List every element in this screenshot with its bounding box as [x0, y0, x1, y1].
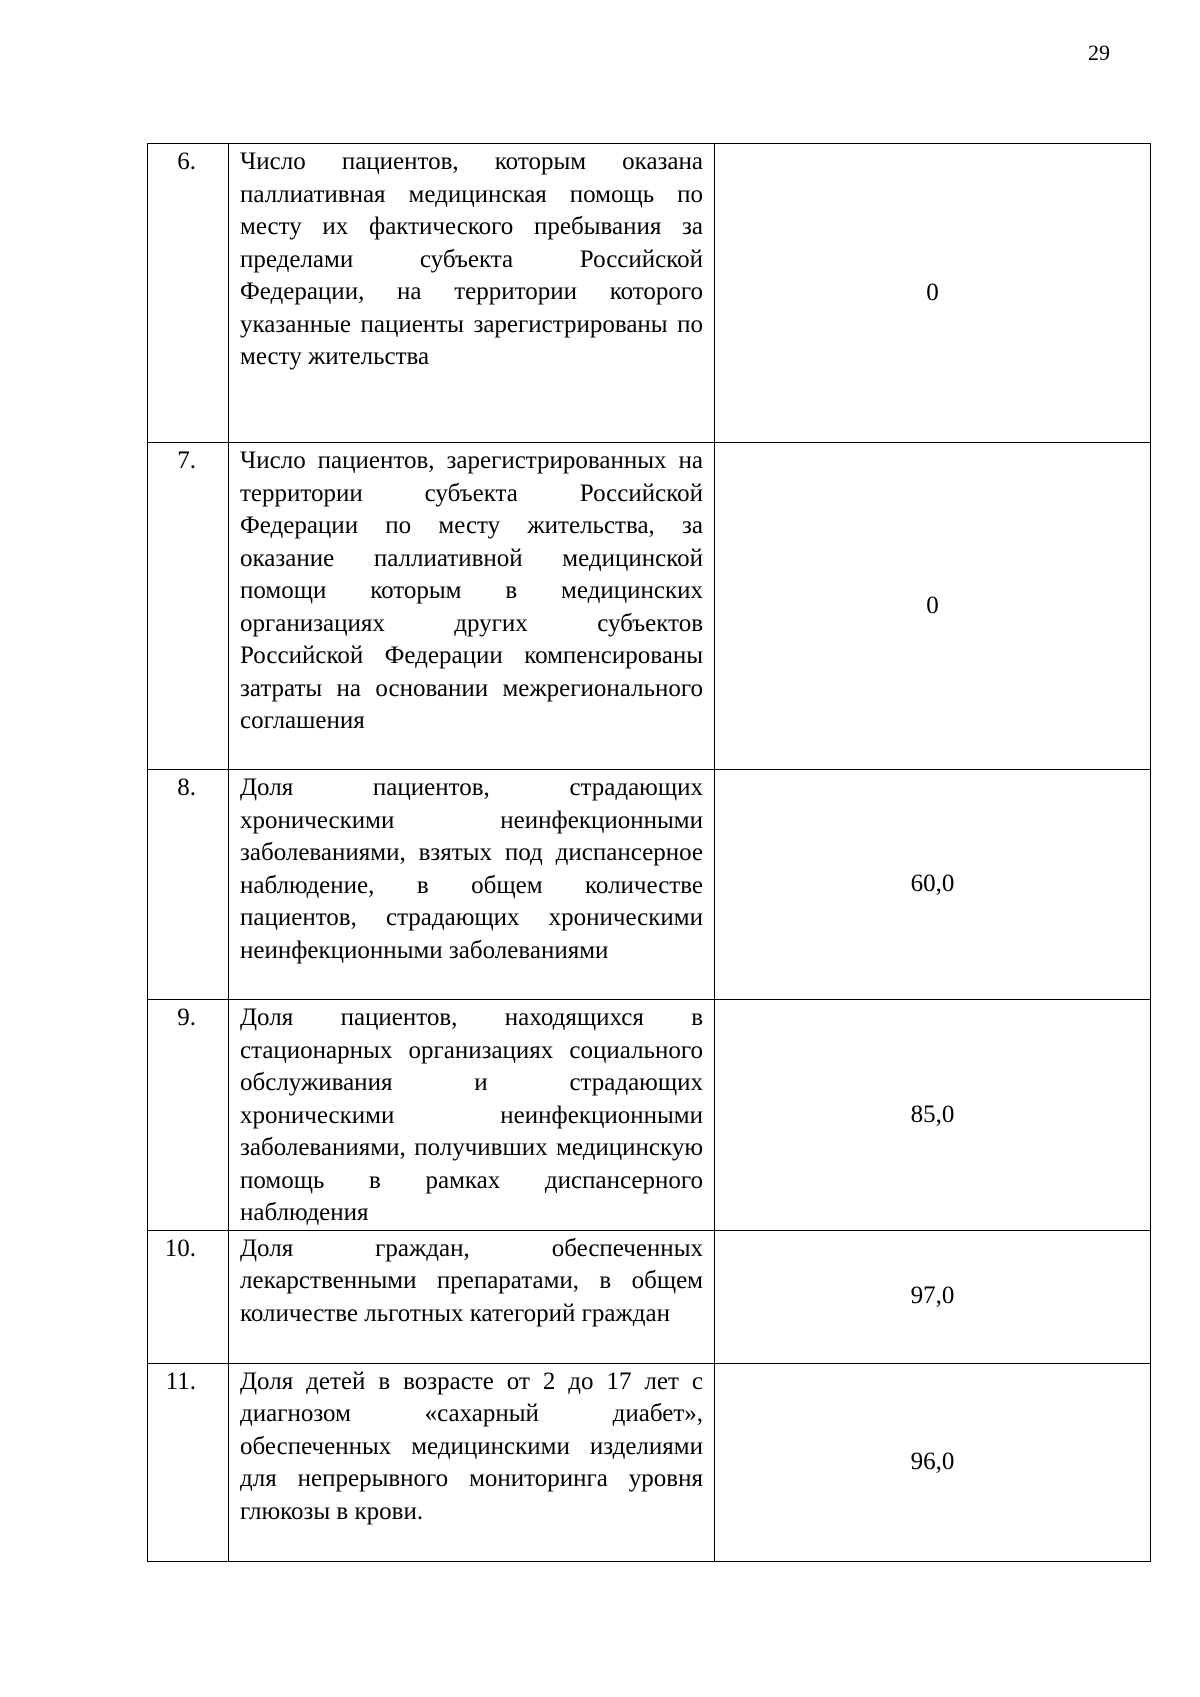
table-row	[148, 1230, 1151, 1363]
indicator-value: 96,0	[715, 1363, 1151, 1561]
indicators-table	[147, 143, 1151, 1562]
table-row	[148, 1363, 1151, 1561]
indicator-description: Доля пациентов, находящихся в стационарных организациях социального обслуживания и страдающих хроническими неинфекционными заболеваниями, получивших медицинскую помощь в рамках диспансерного наблюдения	[229, 1000, 715, 1231]
table-row	[148, 144, 1151, 443]
indicator-description: Число пациентов, зарегистрированных на территории субъекта Российской Федерации по месту жительства, за оказание паллиативной медицинской помощи которым в медицинских организациях других субъектов Российской Федерации компенсированы затраты на основании межрегионального соглашения	[229, 443, 715, 770]
indicator-value: 0	[715, 443, 1151, 770]
indicator-description: Доля граждан, обеспеченных лекарственными препаратами, в общем количестве льготных категорий граждан	[229, 1230, 715, 1363]
indicator-description: Число пациентов, которым оказана паллиативная медицинская помощь по месту их фактического пребывания за пределами субъекта Российской Федерации, на территории которого указанные пациенты зарегистрированы по месту жительства	[229, 144, 715, 443]
page-number: 29	[1088, 40, 1110, 65]
indicator-value: 60,0	[715, 770, 1151, 1000]
row-number: 6.	[148, 144, 229, 443]
indicator-description: Доля пациентов, страдающих хроническими неинфекционными заболеваниями, взятых под диспансерное наблюдение, в общем количестве пациентов, страдающих хроническими неинфекционными заболеваниями	[229, 770, 715, 1000]
indicator-value: 85,0	[715, 1000, 1151, 1231]
row-number: 7.	[148, 443, 229, 770]
table-row	[148, 443, 1151, 770]
row-number: 9.	[148, 1000, 229, 1231]
indicator-description: Доля детей в возрасте от 2 до 17 лет с диагнозом «сахарный диабет», обеспеченных медицинскими изделиями для непрерывного мониторинга уровня глюкозы в крови.	[229, 1363, 715, 1561]
indicator-value: 97,0	[715, 1230, 1151, 1363]
indicator-value: 0	[715, 144, 1151, 443]
table-row	[148, 770, 1151, 1000]
table-row	[148, 1000, 1151, 1231]
row-number: 11.	[148, 1363, 229, 1561]
row-number: 8.	[148, 770, 229, 1000]
row-number: 10.	[148, 1230, 229, 1363]
